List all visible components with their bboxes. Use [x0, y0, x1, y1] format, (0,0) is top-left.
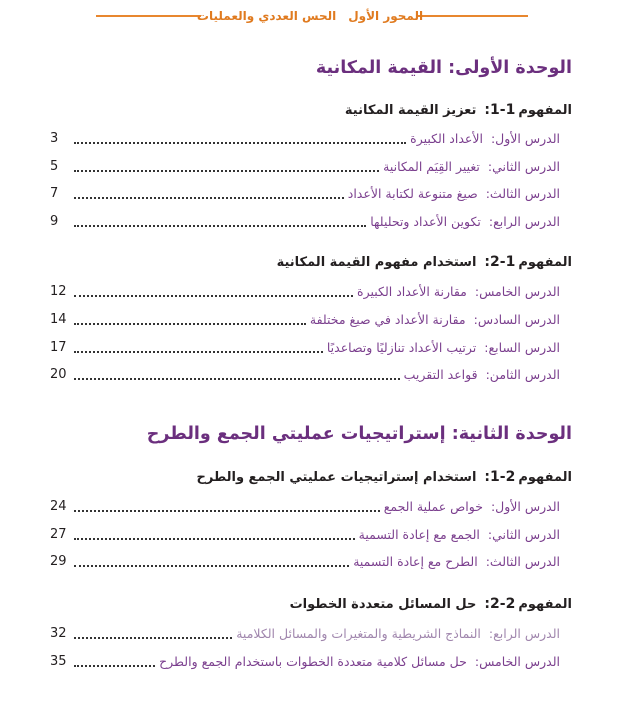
lesson-label: الدرس السادس:: [473, 311, 560, 327]
concept-title: تعزيز القيمة المكانية: [344, 103, 477, 118]
page-number: 35: [50, 653, 67, 669]
toc-entry[interactable]: [50, 337, 560, 357]
toc-entry[interactable]: [50, 128, 560, 148]
page-number: 32: [50, 625, 67, 641]
lesson-label: الدرس الثالث:: [485, 185, 560, 201]
toc-entry[interactable]: [50, 281, 560, 301]
page-header: [0, 4, 620, 26]
dot-leader: [74, 378, 400, 380]
page-number: 24: [50, 498, 67, 514]
lesson-label: الدرس الخامس:: [474, 653, 560, 669]
lesson-label: الدرس الثالث:: [485, 553, 560, 569]
page-number: 12: [50, 283, 67, 299]
page-number: 3: [50, 130, 59, 146]
dot-leader: [74, 197, 344, 199]
toc-entry[interactable]: [50, 156, 560, 176]
lesson-title: تكوين الأعداد وتحليلها: [370, 213, 481, 229]
lesson-title: خواص عملية الجمع: [383, 498, 483, 514]
concept-label: المفهوم: [518, 103, 572, 118]
lesson-label: الدرس الأول:: [490, 498, 560, 514]
toc-entry[interactable]: [50, 551, 560, 571]
page-number: 14: [50, 311, 67, 327]
toc-entry[interactable]: [50, 623, 560, 643]
dot-leader: [74, 351, 323, 353]
dot-leader: [74, 637, 232, 639]
lesson-label: الدرس الرابع:: [488, 213, 560, 229]
concept-label: المفهوم: [518, 255, 572, 270]
concept-title: حل المسائل متعددة الخطوات: [289, 597, 477, 612]
lesson-title: صيغ متنوعة لكتابة الأعداد: [347, 185, 478, 201]
lesson-title: مقارنة الأعداد في صيغ مختلفة: [309, 311, 466, 327]
toc-entry[interactable]: [50, 651, 560, 671]
lesson-title: الطرح مع إعادة التسمية: [353, 553, 478, 569]
toc-entry[interactable]: [50, 524, 560, 544]
lesson-title: مقارنة الأعداد الكبيرة: [357, 283, 467, 299]
concept-label: المفهوم: [518, 470, 572, 485]
dot-leader: [74, 665, 155, 667]
lesson-title: النماذج الشريطية والمتغيرات والمسائل الكلامية: [236, 625, 481, 641]
dot-leader: [74, 170, 379, 172]
concept-number: 2-1:: [484, 469, 516, 485]
dot-leader: [74, 225, 366, 227]
lesson-title: قواعد التقريب: [403, 366, 478, 382]
page-number: 27: [50, 526, 67, 542]
lesson-label: الدرس الرابع:: [488, 625, 560, 641]
concept-title: استخدام مفهوم القيمة المكانية: [276, 255, 477, 270]
unit-title: الوحدة الثانية: إستراتيجيات عمليتي الجمع والطرح: [146, 424, 572, 444]
header-axis: المحور الأول: [348, 9, 424, 23]
lesson-label: الدرس الخامس:: [474, 283, 560, 299]
toc-entry[interactable]: [50, 183, 560, 203]
lesson-label: الدرس الأول:: [490, 130, 560, 146]
page-number: 7: [50, 185, 59, 201]
concept-number: 1-1:: [484, 102, 516, 118]
dot-leader: [74, 565, 349, 567]
dot-leader: [74, 142, 406, 144]
lesson-label: الدرس السابع:: [484, 339, 560, 355]
dot-leader: [74, 295, 353, 297]
header-rule-left: [96, 15, 201, 17]
concept-label: المفهوم: [518, 597, 572, 612]
concept-heading: [196, 469, 572, 485]
concept-title: استخدام إستراتيجيات عمليتي الجمع والطرح: [196, 470, 477, 485]
concept-heading: [345, 102, 572, 118]
header-topic: الحس العددي والعمليات: [196, 9, 337, 23]
dot-leader: [74, 538, 355, 540]
page-number: 5: [50, 158, 59, 174]
concept-number: 2-2:: [484, 596, 516, 612]
concept-heading: [277, 254, 572, 270]
header-rule-right: [418, 15, 528, 17]
lesson-label: الدرس الثاني:: [487, 158, 560, 174]
lesson-title: الأعداد الكبيرة: [410, 130, 483, 146]
toc-entry[interactable]: [50, 211, 560, 231]
concept-heading: [290, 596, 572, 612]
lesson-title: الجمع مع إعادة التسمية: [358, 526, 480, 542]
lesson-label: الدرس الثامن:: [485, 366, 560, 382]
toc-entry[interactable]: [50, 496, 560, 516]
toc-entry[interactable]: [50, 309, 560, 329]
lesson-title: ترتيب الأعداد تنازليًا وتصاعديًا: [326, 339, 477, 355]
dot-leader: [74, 323, 306, 325]
concept-number: 1-2:: [484, 254, 516, 270]
header-title: [196, 6, 424, 26]
lesson-label: الدرس الثاني:: [487, 526, 560, 542]
toc-entry[interactable]: [50, 364, 560, 384]
page-number: 9: [50, 213, 59, 229]
dot-leader: [74, 510, 380, 512]
page-number: 20: [50, 366, 67, 382]
page-number: 29: [50, 553, 67, 569]
lesson-title: تغيير القِيَم المكانية: [383, 158, 480, 174]
unit-title: الوحدة الأولى: القيمة المكانية: [315, 58, 572, 78]
lesson-title: حل مسائل كلامية متعددة الخطوات باستخدام الجمع والطرح: [159, 653, 467, 669]
page-number: 17: [50, 339, 67, 355]
